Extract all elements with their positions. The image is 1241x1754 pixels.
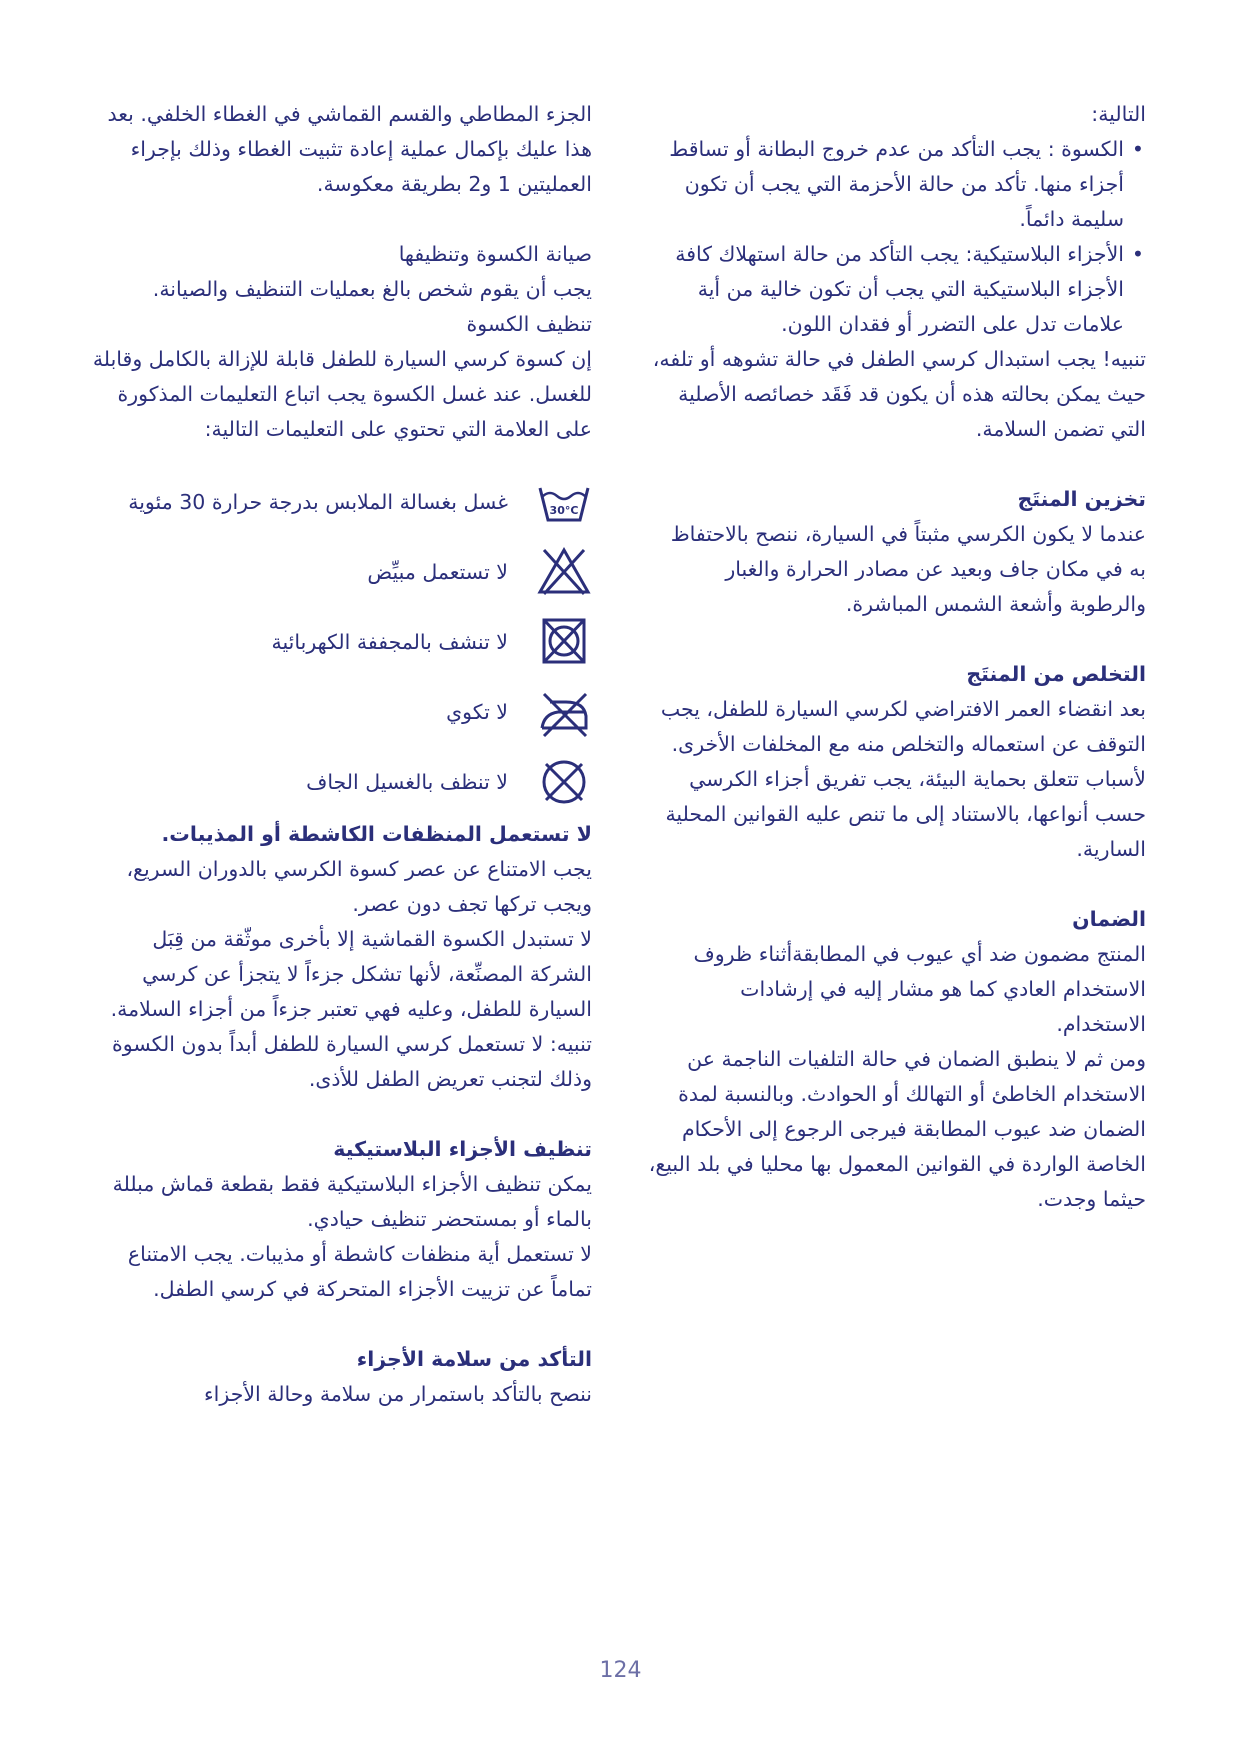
cleaning-heading: تنظيف الكسوة: [466, 312, 592, 336]
cover-warning-text: تنبيه: لا تستعمل كرسي السيارة للطفل أبداً بدون الكسوة وذلك لتجنب تعريض الطفل للأذى.: [112, 1032, 592, 1091]
warranty-text: ومن ثم لا ينطبق الضمان في حالة التلفيات الناجمة عن الاستخدام الخاطئ أو التهالك أو الحوادث. وبالنسبة لمدة الضمان ضد عيوب المطابقة فيرجى الرجوع إلى الأحكام الخاصة الواردة في القوانين المعمول بها محليا في بلد البيع، حيثما وجدت.: [648, 1047, 1146, 1211]
care-text: لا تنظف بالغسيل الجاف: [306, 769, 508, 794]
integrity-text: ننصح بالتأكد باستمرار من سلامة وحالة الأجزاء: [204, 1382, 592, 1406]
disposal-heading: التخلص من المنتَج: [966, 662, 1146, 686]
care-instruction-dry-clean: [92, 747, 592, 817]
no-tumble-dry-icon: [536, 616, 592, 668]
spin-warning-text: يجب الامتناع عن عصر كسوة الكرسي بالدوران السريع، ويجب تركها تجف دون عصر.: [126, 857, 592, 916]
care-text: لا تستعمل مبيِّض: [367, 559, 508, 584]
no-dry-clean-icon: [536, 756, 592, 808]
wash-temperature-label: 30°C: [549, 504, 579, 517]
inspection-list: [648, 132, 1146, 342]
care-instruction-bleach: [92, 537, 592, 607]
right-column: [648, 97, 1146, 1217]
cover-reassembly-text: الجزء المطاطي والقسم القماشي في الغطاء الخلفي. بعد هذا عليك بإكمال عملية إعادة تثبيت الغطاء وذلك بإجراء العمليتين 1 و2 بطريقة معكوسة.: [107, 102, 592, 196]
warranty-text: المنتج مضمون ضد أي عيوب في المطابقةأثناء ظروف الاستخدام العادي كما هو مشار إليه في إرشادات الاستخدام.: [693, 942, 1146, 1036]
care-text: غسل بغسالة الملابس بدرجة حرارة 30 مئوية: [128, 489, 508, 514]
integrity-heading: التأكد من سلامة الأجزاء: [356, 1347, 592, 1371]
maintenance-text: يجب أن يقوم شخص بالغ بعمليات التنظيف والصيانة.: [152, 277, 592, 301]
care-text: لا تنشف بالمجففة الكهربائية: [271, 629, 508, 654]
care-text: لا تكوي: [446, 699, 508, 724]
list-item: • الكسوة : يجب التأكد من عدم خروج البطانة أو تساقط أجزاء منها. تأكد من حالة الأحزمة التي يجب أن تكون سليمة دائماً.: [648, 132, 1124, 237]
storage-heading: تخزين المنتَج: [1017, 487, 1146, 511]
plastic-cleaning-text: يمكن تنظيف الأجزاء البلاستيكية فقط بقطعة قماش مبللة بالماء أو بمستحضر تنظيف حيادي.: [112, 1172, 592, 1231]
intro-text: التالية:: [1091, 102, 1146, 126]
care-instruction-wash: [92, 467, 592, 537]
wash-30-icon: [536, 476, 592, 528]
cleaning-text: إن كسوة كرسي السيارة للطفل قابلة للإزالة بالكامل وقابلة للغسل. عند غسل الكسوة يجب اتباع التعليمات المذكورة على العلامة التي تحتوي على التعليمات التالية:: [92, 347, 592, 441]
disposal-text: بعد انقضاء العمر الافتراضي لكرسي السيارة للطفل، يجب التوقف عن استعماله والتخلص منه مع المخلفات الأخرى. لأسباب تتعلق بحماية البيئة، يجب تفريق أجزاء الكرسي حسب أنواعها، بالاستناد إلى ما تنص عليه القوانين المحلية السارية.: [660, 697, 1146, 861]
replacement-warning: تنبيه! يجب استبدال كرسي الطفل في حالة تشوهه أو تلفه، حيث يمكن بحالته هذه أن يكون قد فَقَد خصائصه الأصلية التي تضمن السلامة.: [652, 347, 1146, 441]
list-item: • الأجزاء البلاستيكية: يجب التأكد من حالة استهلاك كافة الأجزاء البلاستيكية التي يجب أن تكون خالية من أية علامات تدل على التضرر أو فقدان اللون.: [648, 237, 1124, 342]
plastic-warning-text: لا تستعمل أية منظفات كاشطة أو مذيبات. يجب الامتناع تماماً عن تزييت الأجزاء المتحركة في كرسي الطفل.: [127, 1242, 592, 1301]
no-bleach-icon: [536, 546, 592, 598]
page-number: 124: [599, 1658, 642, 1683]
maintenance-heading: صيانة الكسوة وتنظيفها: [398, 242, 592, 266]
care-instruction-dry: [92, 607, 592, 677]
abrasive-warning-heading: لا تستعمل المنظفات الكاشطة أو المذيبات.: [161, 822, 592, 846]
replacement-cover-text: لا تستبدل الكسوة القماشية إلا بأخرى موثّقة من قِبَل الشركة المصنِّعة، لأنها تشكل جزءاً لا يتجزأ عن كرسي السيارة للطفل، وعليه فهي تعتبر جزءاً من أجزاء السلامة.: [110, 927, 592, 1021]
left-column: [92, 97, 592, 1412]
storage-text: عندما لا يكون الكرسي مثبتاً في السيارة، ننصح بالاحتفاظ به في مكان جاف وبعيد عن مصادر الحرارة والغبار والرطوبة وأشعة الشمس المباشرة.: [670, 522, 1146, 616]
care-instruction-iron: [92, 677, 592, 747]
no-iron-icon: [536, 686, 592, 738]
warranty-heading: الضمان: [1072, 907, 1146, 931]
plastic-cleaning-heading: تنظيف الأجزاء البلاستيكية: [333, 1137, 592, 1161]
